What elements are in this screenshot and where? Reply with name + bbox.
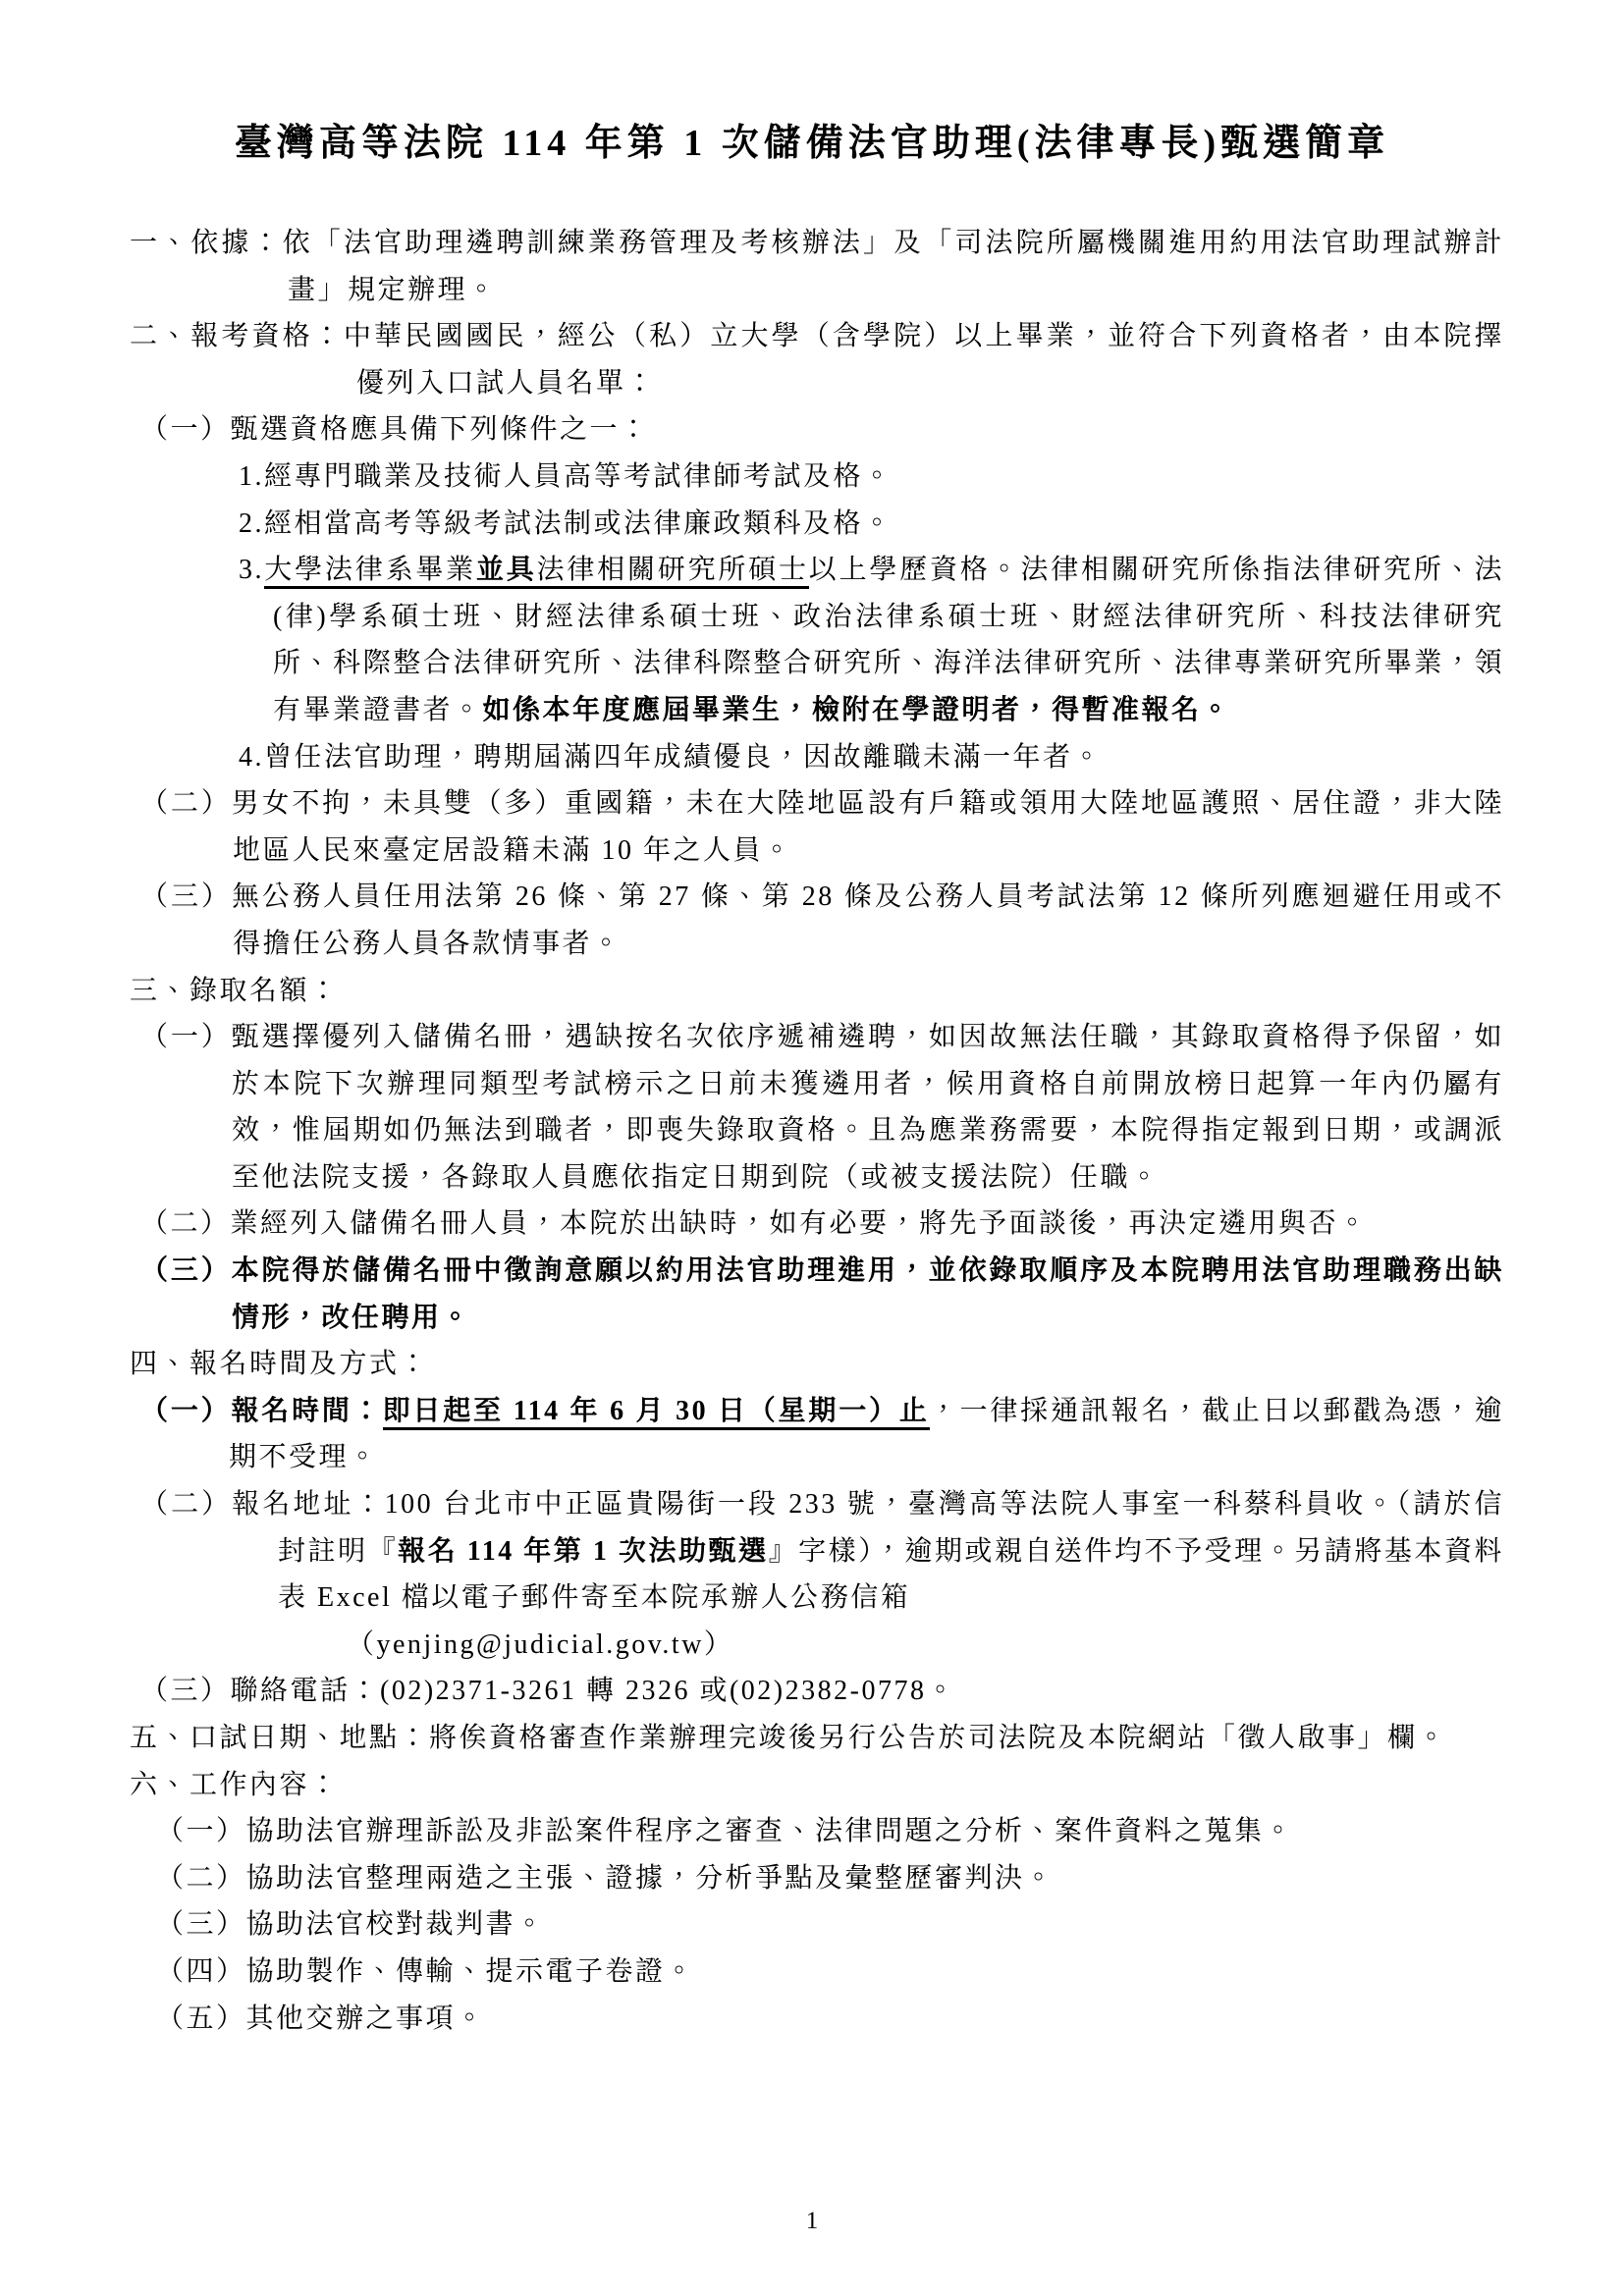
sec6-item1-seg-0: （一）協助法官辦理訴訟及非訟案件程序之審查、法律問題之分析、案件資料之蒐集。 bbox=[156, 1816, 1295, 1847]
sec3-item1-reserve-list bbox=[0, 1014, 1504, 1201]
sec2-item1-condition4-seg-0: 4.曾任法官助理，聘期屆滿四年成績優良，因故離職未滿一年者。 bbox=[239, 741, 1104, 773]
sec5-interview-date-seg-0: 五、口試日期、地點：將俟資格審查作業辦理完竣後另行公告於司法院及本院網站「徵人啟事」欄。 bbox=[130, 1723, 1448, 1753]
sec2-qualification-intro-seg-0: 二、報考資格：中華民國國民，經公（私）立大學（含學院）以上畢業，並符合下列資格者，由本院擇優列入口試人員名單： bbox=[130, 321, 1504, 399]
sec2-item1-condition3-seg-3: 法律相關研究所碩士 bbox=[537, 555, 809, 589]
sec6-item2-seg-0: （二）協助法官整理兩造之主張、證據，分析爭點及彙整歷審判決。 bbox=[156, 1862, 1056, 1894]
sec6-item5 bbox=[0, 1996, 1504, 2043]
sec2-item1-condition3-seg-1: 大學法律系畢業 bbox=[264, 555, 476, 589]
sec2-qualification-intro bbox=[0, 313, 1504, 406]
sec4-item1-deadline-seg-1: 即日起至 114 年 6 月 30 日（星期一）止 bbox=[383, 1396, 930, 1430]
sec2-item1-condition3-seg-4: 以上學歷資格。法律相關研究所係指法律研究所、法(律)學系碩士班、財經法律系碩士班、政治法律系碩士班、財經法律研究所、科技法律研究所、科際整合法律研究所、法律科際整合研究所、海洋法律研究所、法律專業研究所畢業，領有畢業證書者。 bbox=[273, 555, 1504, 725]
sec2-item1-conditions-intro bbox=[0, 406, 1504, 454]
sec6-item3 bbox=[0, 1901, 1504, 1949]
sec4-item1-deadline-seg-2: ，一律採通訊報名，截止日以郵戳為憑，逾期不受理。 bbox=[229, 1395, 1504, 1473]
sec6-duties-heading-seg-0: 六、工作內容： bbox=[130, 1769, 340, 1800]
sec4-item2-address bbox=[0, 1481, 1504, 1622]
sec4-item3-phone bbox=[0, 1668, 1504, 1715]
sec6-item5-seg-0: （五）其他交辦之事項。 bbox=[156, 2002, 486, 2034]
sec2-item1-condition3-seg-5: 如係本年度應屆畢業生，檢附在學證明者，得暫准報名。 bbox=[482, 694, 1232, 725]
sec4-item1-deadline-seg-0: （一）報名時間： bbox=[140, 1395, 383, 1426]
sec4-item2-email-seg-0: （yenjing@judicial.gov.tw） bbox=[347, 1629, 734, 1660]
sec4-item1-deadline bbox=[0, 1388, 1504, 1481]
document-body bbox=[0, 220, 1504, 2042]
sec4-item2-address-seg-1: 報名 114 年第 1 次法助甄選 bbox=[398, 1535, 769, 1567]
sec5-interview-date bbox=[0, 1715, 1504, 1762]
sec2-item3-no-disqualification bbox=[0, 874, 1504, 967]
sec3-item2-interview-seg-0: （二）業經列入儲備名冊人員，本院於出缺時，如有必要，將先予面談後，再決定遴用與否。 bbox=[140, 1208, 1369, 1240]
sec3-item3-appointment-seg-0: （三）本院得於儲備名冊中徵詢意願以約用法官助理進用，並依錄取順序及本院聘用法官助理職務出缺情形，改任聘用。 bbox=[140, 1255, 1504, 1333]
sec6-duties-heading bbox=[0, 1762, 1504, 1809]
sec6-item4-seg-0: （四）協助製作、傳輸、提示電子卷證。 bbox=[156, 1955, 696, 1987]
sec3-quota-heading bbox=[0, 968, 1504, 1015]
sec2-item1-condition3 bbox=[0, 547, 1504, 733]
sec2-item1-condition1-seg-0: 1.經專門職業及技術人員高等考試律師考試及格。 bbox=[239, 460, 893, 492]
sec3-item1-reserve-list-seg-0: （一）甄選擇優列入儲備名冊，遇缺按名次依序遞補遴聘，如因故無法任職，其錄取資格得予保留，如於本院下次辦理同類型考試榜示之日前未獲遴用者，候用資格自前開放榜日起算一年內仍屬有效，惟屆期如仍無法到職者，即喪失錄取資格。且為應業務需要，本院得指定報到日期，或調派至他法院支援，各錄取人員應依指定日期到院（或被支援法院）任職。 bbox=[140, 1022, 1504, 1193]
sec6-item1 bbox=[0, 1808, 1504, 1855]
sec3-item3-appointment bbox=[0, 1248, 1504, 1341]
sec2-item1-conditions-intro-seg-0: （一）甄選資格應具備下列條件之一： bbox=[140, 414, 650, 446]
sec4-item2-address-seg-0: （二）報名地址：100 台北市中正區貴陽街一段 233 號，臺灣高等法院人事室一科蔡科員收。（請於信封註明『 bbox=[140, 1489, 1504, 1567]
sec2-item1-condition2-seg-0: 2.經相當高考等級考試法制或法律廉政類科及格。 bbox=[239, 507, 893, 539]
sec2-item1-condition3-seg-2: 並具 bbox=[476, 555, 537, 589]
sec1-basis bbox=[0, 220, 1504, 313]
sec2-item3-no-disqualification-seg-0: （三）無公務人員任用法第 26 條、第 27 條、第 28 條及公務人員考試法第 12 條所列應迴避任用或不得擔任公務人員各款情事者。 bbox=[140, 881, 1504, 959]
sec6-item4 bbox=[0, 1949, 1504, 1996]
sec2-item1-condition2 bbox=[0, 501, 1504, 548]
sec4-item2-address-seg-2: 』字樣），逾期或親自送件均不予受理。另請將基本資料表 Excel 檔以電子郵件寄至本院承辦人公務信箱 bbox=[278, 1535, 1504, 1614]
sec2-item1-condition1 bbox=[0, 454, 1504, 501]
sec2-item2-nationality-seg-0: （二）男女不拘，未具雙（多）重國籍，未在大陸地區設有戶籍或領用大陸地區護照、居住證，非大陸地區人民來臺定居設籍未滿 10 年之人員。 bbox=[140, 788, 1504, 866]
sec4-item2-email bbox=[0, 1622, 1504, 1669]
sec3-item2-interview bbox=[0, 1201, 1504, 1248]
sec2-item2-nationality bbox=[0, 780, 1504, 874]
document-title: 臺灣高等法院 114 年第 1 次儲備法官助理(法律專長)甄選簡章 bbox=[234, 123, 1390, 164]
sec4-application-heading bbox=[0, 1341, 1504, 1388]
sec1-basis-seg-0: 一、依據：依「法官助理遴聘訓練業務管理及考核辦法」及「司法院所屬機關進用約用法官助理試辦計畫」規定辦理。 bbox=[130, 228, 1504, 305]
sec2-item1-condition4 bbox=[0, 734, 1504, 781]
sec4-item3-phone-seg-0: （三）聯絡電話：(02)2371-3261 轉 2326 或(02)2382-0778。 bbox=[140, 1676, 956, 1707]
page-number: 1 bbox=[805, 2208, 819, 2234]
sec6-item3-seg-0: （三）協助法官校對裁判書。 bbox=[156, 1909, 546, 1941]
sec6-item2 bbox=[0, 1855, 1504, 1902]
sec4-application-heading-seg-0: 四、報名時間及方式： bbox=[130, 1349, 430, 1380]
sec2-item1-condition3-seg-0: 3. bbox=[239, 555, 264, 586]
sec3-quota-heading-seg-0: 三、錄取名額： bbox=[130, 975, 340, 1006]
